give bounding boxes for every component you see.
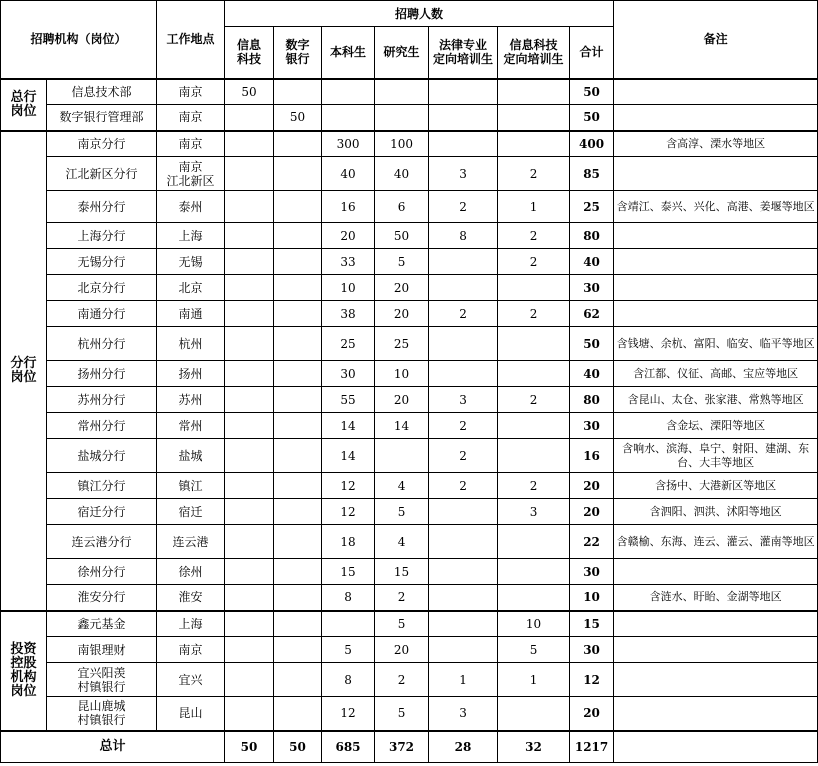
table-row: [1, 499, 818, 525]
it-trainee-cell: 10: [498, 611, 570, 637]
total-cell: 85: [570, 157, 614, 191]
digital-cell: [274, 525, 322, 559]
org-cell: 昆山鹿城 村镇银行: [47, 697, 157, 731]
location-cell: 宜兴: [157, 663, 225, 697]
total-cell: 30: [570, 637, 614, 663]
table-row: [1, 585, 818, 611]
location-cell: 南京: [157, 637, 225, 663]
it-trainee-cell: 2: [498, 301, 570, 327]
it-trainee-cell: [498, 525, 570, 559]
digital-cell: [274, 157, 322, 191]
graduate-cell: 20: [375, 387, 429, 413]
infotech-cell: [225, 301, 274, 327]
graduate-cell: 5: [375, 611, 429, 637]
org-cell: 宿迁分行: [47, 499, 157, 525]
total-cell: 20: [570, 473, 614, 499]
table-row: [1, 413, 818, 439]
location-cell: 北京: [157, 275, 225, 301]
note-cell: [614, 223, 818, 249]
note-cell: [614, 105, 818, 131]
bachelor-cell: 15: [322, 559, 375, 585]
it-trainee-cell: [498, 413, 570, 439]
digital-cell: [274, 327, 322, 361]
law-trainee-cell: 3: [429, 157, 498, 191]
law-trainee-cell: [429, 79, 498, 105]
totals-note-cell: [614, 731, 818, 763]
law-trainee-cell: [429, 249, 498, 275]
graduate-cell: 5: [375, 249, 429, 275]
table-row: [1, 387, 818, 413]
note-cell: [614, 611, 818, 637]
table-row: [1, 249, 818, 275]
table-row: [1, 473, 818, 499]
table-row: [1, 361, 818, 387]
it-trainee-cell: 2: [498, 157, 570, 191]
note-cell: [614, 697, 818, 731]
table-row: [1, 105, 818, 131]
graduate-cell: 20: [375, 275, 429, 301]
infotech-cell: [225, 387, 274, 413]
law-trainee-cell: 2: [429, 413, 498, 439]
graduate-cell: 20: [375, 301, 429, 327]
law-trainee-cell: 1: [429, 663, 498, 697]
graduate-cell: 5: [375, 499, 429, 525]
it-trainee-cell: [498, 131, 570, 157]
bachelor-cell: [322, 79, 375, 105]
total-cell: 80: [570, 223, 614, 249]
bachelor-cell: 5: [322, 637, 375, 663]
law-trainee-cell: [429, 499, 498, 525]
location-cell: 上海: [157, 611, 225, 637]
note-cell: 含扬中、大港新区等地区: [614, 473, 818, 499]
digital-cell: [274, 191, 322, 223]
graduate-cell: 15: [375, 559, 429, 585]
location-cell: 扬州: [157, 361, 225, 387]
total-cell: 12: [570, 663, 614, 697]
bachelor-cell: 33: [322, 249, 375, 275]
org-cell: 镇江分行: [47, 473, 157, 499]
location-cell: 泰州: [157, 191, 225, 223]
totals-law-cell: 28: [429, 731, 498, 763]
total-cell: 30: [570, 413, 614, 439]
category-branch: 分行 岗位: [1, 131, 47, 611]
law-trainee-cell: 2: [429, 301, 498, 327]
note-cell: [614, 637, 818, 663]
table-row: [1, 157, 818, 191]
graduate-cell: 50: [375, 223, 429, 249]
total-cell: 30: [570, 559, 614, 585]
infotech-cell: [225, 697, 274, 731]
it-trainee-cell: [498, 697, 570, 731]
law-trainee-cell: 2: [429, 191, 498, 223]
header-location: 工作地点: [157, 1, 225, 79]
law-trainee-cell: [429, 559, 498, 585]
location-cell: 盐城: [157, 439, 225, 473]
it-trainee-cell: [498, 105, 570, 131]
digital-cell: [274, 697, 322, 731]
infotech-cell: [225, 275, 274, 301]
infotech-cell: [225, 131, 274, 157]
header-bachelor: 本科生: [322, 27, 375, 79]
note-cell: 含江都、仪征、高邮、宝应等地区: [614, 361, 818, 387]
note-cell: 含靖江、泰兴、兴化、高港、姜堰等地区: [614, 191, 818, 223]
graduate-cell: 20: [375, 637, 429, 663]
bachelor-cell: 14: [322, 439, 375, 473]
location-cell: 淮安: [157, 585, 225, 611]
org-cell: 杭州分行: [47, 327, 157, 361]
infotech-cell: [225, 663, 274, 697]
total-cell: 40: [570, 361, 614, 387]
total-cell: 16: [570, 439, 614, 473]
infotech-cell: [225, 611, 274, 637]
total-cell: 50: [570, 79, 614, 105]
digital-cell: [274, 499, 322, 525]
it-trainee-cell: 2: [498, 223, 570, 249]
location-cell: 南京: [157, 105, 225, 131]
note-cell: 含涟水、盱眙、金湖等地区: [614, 585, 818, 611]
digital-cell: [274, 275, 322, 301]
graduate-cell: 5: [375, 697, 429, 731]
note-cell: [614, 301, 818, 327]
header-org: 招聘机构（岗位）: [1, 1, 157, 79]
bachelor-cell: 300: [322, 131, 375, 157]
it-trainee-cell: 3: [498, 499, 570, 525]
digital-cell: [274, 439, 322, 473]
infotech-cell: [225, 413, 274, 439]
infotech-cell: [225, 585, 274, 611]
location-cell: 南京 江北新区: [157, 157, 225, 191]
bachelor-cell: 12: [322, 697, 375, 731]
note-cell: [614, 79, 818, 105]
it-trainee-cell: 1: [498, 191, 570, 223]
digital-cell: 50: [274, 105, 322, 131]
digital-cell: [274, 559, 322, 585]
graduate-cell: 4: [375, 473, 429, 499]
org-cell: 数字银行管理部: [47, 105, 157, 131]
table-row: [1, 697, 818, 731]
law-trainee-cell: 3: [429, 697, 498, 731]
digital-cell: [274, 79, 322, 105]
category-head-office: 总行 岗位: [1, 79, 47, 131]
note-cell: 含昆山、太仓、张家港、常熟等地区: [614, 387, 818, 413]
bachelor-cell: 18: [322, 525, 375, 559]
note-cell: [614, 663, 818, 697]
bachelor-cell: 8: [322, 585, 375, 611]
total-cell: 20: [570, 499, 614, 525]
table-row: [1, 223, 818, 249]
table-row: [1, 525, 818, 559]
law-trainee-cell: [429, 275, 498, 301]
totals-total-cell: 1217: [570, 731, 614, 763]
law-trainee-cell: [429, 585, 498, 611]
location-cell: 南京: [157, 79, 225, 105]
total-cell: 40: [570, 249, 614, 275]
bachelor-cell: 55: [322, 387, 375, 413]
digital-cell: [274, 473, 322, 499]
digital-cell: [274, 585, 322, 611]
table-row: [1, 559, 818, 585]
graduate-cell: 10: [375, 361, 429, 387]
totals-bachelor-cell: 685: [322, 731, 375, 763]
bachelor-cell: 10: [322, 275, 375, 301]
table-row: [1, 79, 818, 105]
org-cell: 泰州分行: [47, 191, 157, 223]
graduate-cell: 40: [375, 157, 429, 191]
it-trainee-cell: [498, 361, 570, 387]
graduate-cell: 25: [375, 327, 429, 361]
it-trainee-cell: [498, 559, 570, 585]
infotech-cell: [225, 637, 274, 663]
bachelor-cell: 12: [322, 473, 375, 499]
infotech-cell: [225, 499, 274, 525]
note-cell: [614, 275, 818, 301]
table-row: [1, 131, 818, 157]
location-cell: 南京: [157, 131, 225, 157]
bachelor-cell: 40: [322, 157, 375, 191]
law-trainee-cell: [429, 105, 498, 131]
org-cell: 苏州分行: [47, 387, 157, 413]
table-row: [1, 663, 818, 697]
table-row: [1, 439, 818, 473]
digital-cell: [274, 131, 322, 157]
totals-graduate-cell: 372: [375, 731, 429, 763]
org-cell: 南通分行: [47, 301, 157, 327]
location-cell: 宿迁: [157, 499, 225, 525]
bachelor-cell: [322, 105, 375, 131]
header-it-trainee: 信息科技 定向培训生: [498, 27, 570, 79]
table-row: [1, 611, 818, 637]
table-body: [1, 79, 818, 763]
total-cell: 62: [570, 301, 614, 327]
org-cell: 宜兴阳羡 村镇银行: [47, 663, 157, 697]
infotech-cell: [225, 559, 274, 585]
it-trainee-cell: [498, 327, 570, 361]
note-cell: 含响水、滨海、阜宁、射阳、建湖、东台、大丰等地区: [614, 439, 818, 473]
digital-cell: [274, 387, 322, 413]
org-cell: 信息技术部: [47, 79, 157, 105]
bachelor-cell: [322, 611, 375, 637]
infotech-cell: [225, 439, 274, 473]
bachelor-cell: 14: [322, 413, 375, 439]
law-trainee-cell: [429, 611, 498, 637]
total-cell: 22: [570, 525, 614, 559]
location-cell: 无锡: [157, 249, 225, 275]
graduate-cell: 2: [375, 663, 429, 697]
location-cell: 南通: [157, 301, 225, 327]
digital-cell: [274, 361, 322, 387]
org-cell: 徐州分行: [47, 559, 157, 585]
total-cell: 50: [570, 327, 614, 361]
total-cell: 30: [570, 275, 614, 301]
law-trainee-cell: [429, 361, 498, 387]
location-cell: 苏州: [157, 387, 225, 413]
graduate-cell: [375, 439, 429, 473]
header-infotech: 信息 科技: [225, 27, 274, 79]
bachelor-cell: 38: [322, 301, 375, 327]
infotech-cell: [225, 361, 274, 387]
note-cell: 含赣榆、东海、连云、灌云、灌南等地区: [614, 525, 818, 559]
totals-digital-cell: 50: [274, 731, 322, 763]
law-trainee-cell: [429, 637, 498, 663]
table-row: [1, 191, 818, 223]
org-cell: 鑫元基金: [47, 611, 157, 637]
totals-row: [1, 731, 818, 763]
law-trainee-cell: [429, 131, 498, 157]
total-cell: 50: [570, 105, 614, 131]
note-cell: [614, 157, 818, 191]
law-trainee-cell: 8: [429, 223, 498, 249]
law-trainee-cell: [429, 525, 498, 559]
totals-label: 总计: [1, 731, 225, 763]
org-cell: 连云港分行: [47, 525, 157, 559]
it-trainee-cell: [498, 585, 570, 611]
table-row: [1, 327, 818, 361]
location-cell: 杭州: [157, 327, 225, 361]
org-cell: 江北新区分行: [47, 157, 157, 191]
infotech-cell: 50: [225, 79, 274, 105]
bachelor-cell: 16: [322, 191, 375, 223]
table-row: [1, 275, 818, 301]
bachelor-cell: 20: [322, 223, 375, 249]
total-cell: 25: [570, 191, 614, 223]
bachelor-cell: 30: [322, 361, 375, 387]
bachelor-cell: 25: [322, 327, 375, 361]
digital-cell: [274, 413, 322, 439]
header-law-trainee: 法律专业 定向培训生: [429, 27, 498, 79]
location-cell: 上海: [157, 223, 225, 249]
total-cell: 400: [570, 131, 614, 157]
graduate-cell: 2: [375, 585, 429, 611]
infotech-cell: [225, 249, 274, 275]
graduate-cell: [375, 105, 429, 131]
totals-it-cell: 32: [498, 731, 570, 763]
it-trainee-cell: 2: [498, 387, 570, 413]
graduate-cell: 100: [375, 131, 429, 157]
location-cell: 徐州: [157, 559, 225, 585]
law-trainee-cell: 2: [429, 439, 498, 473]
org-cell: 南京分行: [47, 131, 157, 157]
law-trainee-cell: 2: [429, 473, 498, 499]
header-count-group: 招聘人数: [225, 1, 614, 27]
law-trainee-cell: 3: [429, 387, 498, 413]
note-cell: 含钱塘、余杭、富阳、临安、临平等地区: [614, 327, 818, 361]
header-remark: 备注: [614, 1, 818, 79]
infotech-cell: [225, 473, 274, 499]
total-cell: 15: [570, 611, 614, 637]
header-graduate: 研究生: [375, 27, 429, 79]
note-cell: 含泗阳、泗洪、沭阳等地区: [614, 499, 818, 525]
total-cell: 20: [570, 697, 614, 731]
location-cell: 常州: [157, 413, 225, 439]
graduate-cell: 6: [375, 191, 429, 223]
org-cell: 北京分行: [47, 275, 157, 301]
org-cell: 南银理财: [47, 637, 157, 663]
it-trainee-cell: 2: [498, 473, 570, 499]
infotech-cell: [225, 327, 274, 361]
org-cell: 上海分行: [47, 223, 157, 249]
table-row: [1, 301, 818, 327]
law-trainee-cell: [429, 327, 498, 361]
it-trainee-cell: 5: [498, 637, 570, 663]
digital-cell: [274, 611, 322, 637]
digital-cell: [274, 301, 322, 327]
table-row: [1, 637, 818, 663]
it-trainee-cell: 2: [498, 249, 570, 275]
bachelor-cell: 8: [322, 663, 375, 697]
org-cell: 常州分行: [47, 413, 157, 439]
it-trainee-cell: [498, 79, 570, 105]
total-cell: 10: [570, 585, 614, 611]
bachelor-cell: 12: [322, 499, 375, 525]
totals-infotech-cell: 50: [225, 731, 274, 763]
note-cell: [614, 249, 818, 275]
location-cell: 镇江: [157, 473, 225, 499]
category-investment: 投资 控股 机构 岗位: [1, 611, 47, 731]
graduate-cell: 4: [375, 525, 429, 559]
note-cell: 含金坛、溧阳等地区: [614, 413, 818, 439]
digital-cell: [274, 249, 322, 275]
note-cell: [614, 559, 818, 585]
infotech-cell: [225, 525, 274, 559]
infotech-cell: [225, 157, 274, 191]
note-cell: 含高淳、溧水等地区: [614, 131, 818, 157]
infotech-cell: [225, 191, 274, 223]
graduate-cell: 14: [375, 413, 429, 439]
infotech-cell: [225, 105, 274, 131]
graduate-cell: [375, 79, 429, 105]
header-total: 合计: [570, 27, 614, 79]
infotech-cell: [225, 223, 274, 249]
it-trainee-cell: [498, 439, 570, 473]
location-cell: 昆山: [157, 697, 225, 731]
org-cell: 无锡分行: [47, 249, 157, 275]
org-cell: 盐城分行: [47, 439, 157, 473]
it-trainee-cell: 1: [498, 663, 570, 697]
org-cell: 淮安分行: [47, 585, 157, 611]
org-cell: 扬州分行: [47, 361, 157, 387]
location-cell: 连云港: [157, 525, 225, 559]
digital-cell: [274, 223, 322, 249]
digital-cell: [274, 663, 322, 697]
digital-cell: [274, 637, 322, 663]
total-cell: 80: [570, 387, 614, 413]
table-header: [1, 1, 818, 79]
header-digital: 数字 银行: [274, 27, 322, 79]
it-trainee-cell: [498, 275, 570, 301]
